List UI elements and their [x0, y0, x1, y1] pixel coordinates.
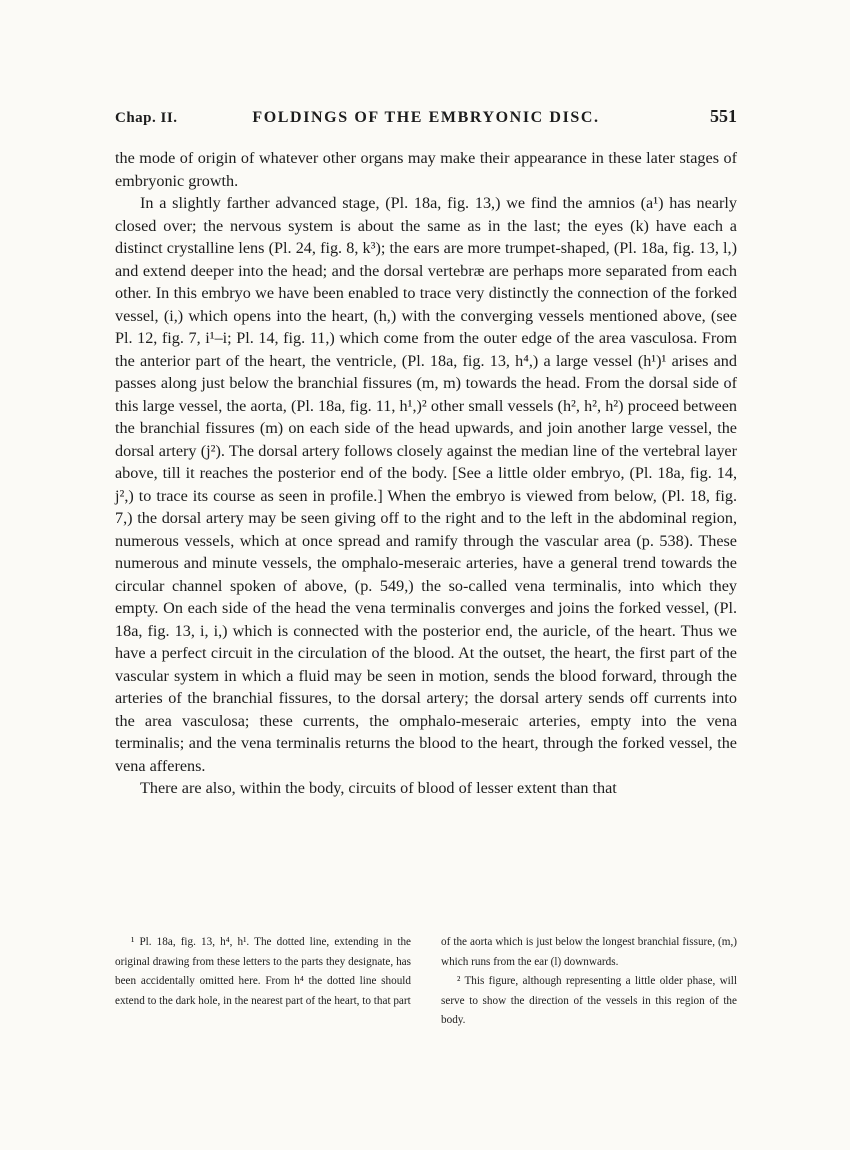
- footnote-1: ¹ Pl. 18a, fig. 13, h⁴, h¹. The dotted line, extending in the original drawing from these letters to the parts they designate, has been accidentally omitted here. From h⁴ the dotted line should extend to the dark hole, in the nearest part of the heart, to that part: [115, 936, 411, 1007]
- footnote-column-left: [115, 933, 411, 1031]
- paragraph-final: There are also, within the body, circuits of blood of lesser extent than that: [140, 779, 617, 797]
- running-title: FOLDINGS OF THE EMBRYONIC DISC.: [252, 109, 600, 126]
- page-number: 551: [710, 106, 737, 126]
- footnote-column-right: [441, 933, 737, 1031]
- footnote-1-continued: of the aorta which is just below the longest branchial fissure, (m,) which runs from the ear (l) downwards.: [441, 936, 737, 968]
- footnotes: [115, 933, 737, 1031]
- chapter-label: Chap. II.: [115, 110, 178, 126]
- body-text: [115, 147, 737, 800]
- footnote-2: ² This figure, although representing a little older phase, will serve to show the direction of the vessels in this region of the body.: [441, 975, 737, 1026]
- running-head: [115, 106, 737, 134]
- paragraph-continuation: the mode of origin of whatever other organs may make their appearance in these later stages of embryonic growth.: [115, 149, 737, 190]
- paragraph-main: In a slightly farther advanced stage, (Pl. 18a, fig. 13,) we find the amnios (a¹) has nearly closed over; the nervous system is about the same as in the last; the eyes (k) have each a distinct crystalline lens (Pl. 24, fig. 8, k³); the ears are more trumpet-shaped, (Pl. 18a, fig. 13, l,) and extend deeper into the head; and the dorsal vertebræ are perhaps more separated from each other. In this embryo we have been enabled to trace very distinctly the connection of the forked vessel, (i,) which opens into the heart, (h,) with the converging vessels mentioned above, (see Pl. 12, fig. 7, i¹–i; Pl. 14, fig. 11,) which come from the outer edge of the area vasculosa. From the anterior part of the heart, the ventricle, (Pl. 18a, fig. 13, h⁴,) a large vessel (h¹)¹ arises and passes along just below the branchial fissures (m, m) towards the head. From the dorsal side of this large vessel, the aorta, (Pl. 18a, fig. 11, h¹,)² other small vessels (h², h², h²) proceed between the branchial fissures (m) on each side of the head upwards, and join another large vessel, the dorsal artery (j²). The dorsal artery follows closely against the median line of the vertebral layer above, till it reaches the posterior end of the body. [See a little older embryo, (Pl. 18a, fig. 14, j²,) to trace its course as seen in profile.] When the embryo is viewed from below, (Pl. 18, fig. 7,) the dorsal artery may be seen giving off to the right and to the left in the abdominal region, numerous vessels, which at once spread and ramify through the vascular area (p. 538). These numerous and minute vessels, the omphalo-meseraic arteries, have a general trend towards the circular channel spoken of above, (p. 549,) the so-called vena terminalis, into which they empty. On each side of the head the vena terminalis converges and joins the forked vessel, (Pl. 18a, fig. 13, i, i,) which is connected with the posterior end, the auricle, of the heart. Thus we have a perfect circuit in the circulation of the blood. At the outset, the heart, the first part of the vascular system in which a fluid may be seen in motion, sends the blood forward, through the arteries of the branchial fissures, to the dorsal artery; the dorsal artery sends off currents into the area vasculosa; these currents, the omphalo-meseraic arteries, empty into the vena terminalis; and the vena terminalis returns the blood to the heart, through the forked vessel, the vena afferens.: [115, 194, 737, 775]
